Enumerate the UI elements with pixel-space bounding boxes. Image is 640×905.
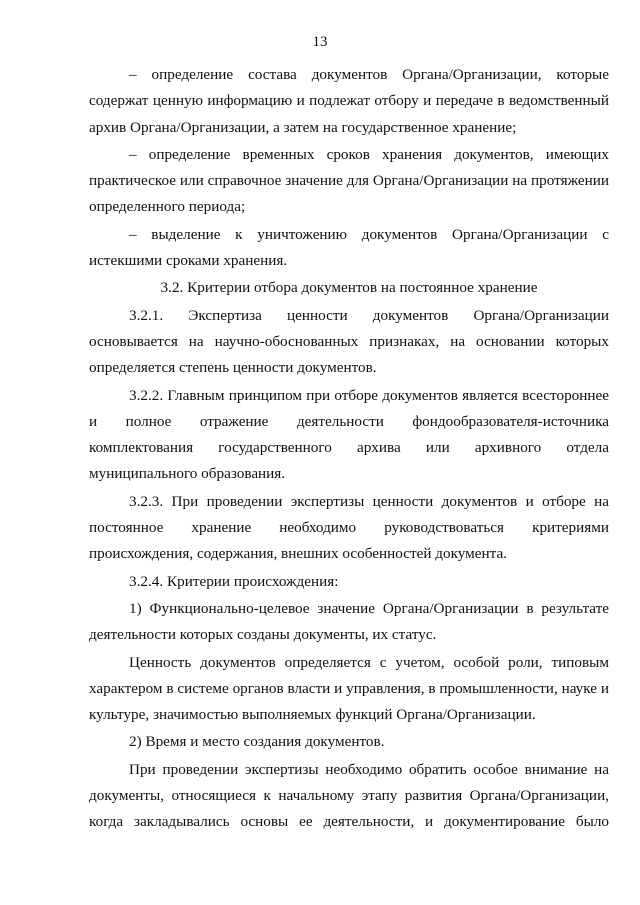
- paragraph-3-2-2: 3.2.2. Главным принципом при отборе документов является всестороннее и полное отражение деятельности фондообразователя-источника комплектования государственного архива или архивного отдела муниципального образования.: [89, 386, 609, 483]
- paragraph-criterion-2: 2) Время и место создания документов.: [129, 733, 385, 751]
- paragraph-3-2-4: 3.2.4. Критерии происхождения:: [129, 572, 339, 590]
- paragraph-list-item-2: – определение временных сроков хранения документов, имеющих практическое или справочное значение для Органа/Организации на протяжении определенного периода;: [89, 145, 609, 216]
- page-number: 13: [312, 34, 328, 50]
- paragraph-list-item-1: – определение состава документов Органа/Организации, которые содержат ценную информацию и подлежат отбору и передаче в ведомственный архив Органа/Организации, а затем на государственное хранение;: [89, 66, 609, 136]
- paragraph-value-definition: Ценность документов определяется с учетом, особой роли, типовым характером в системе органов власти и управления, в промышленности, науке и культуре, значимостью выполняемых функций Органа/Организации.: [89, 653, 609, 724]
- section-heading-3-2: 3.2. Критерии отбора документов на постоянное хранение: [160, 279, 538, 297]
- document-body: [89, 62, 609, 837]
- paragraph-criterion-1: 1) Функционально-целевое значение Органа/Организации в результате деятельности которых созданы документы, их статус.: [89, 599, 609, 644]
- paragraph-list-item-3: – выделение к уничтожению документов Органа/Организации с истекшими сроками хранения.: [89, 225, 609, 270]
- paragraph-3-2-1: 3.2.1. Экспертиза ценности документов Органа/Организации основывается на научно-обоснованных признаках, на основании которых определяется степень ценности документов.: [89, 306, 609, 377]
- paragraph-expertise-attention: При проведении экспертизы необходимо обратить особое внимание на документы, относящиеся к начальному этапу развития Органа/Организации, когда закладывались основы ее деятельности, и документирование было: [89, 760, 609, 831]
- paragraph-3-2-3: 3.2.3. При проведении экспертизы ценности документов и отборе на постоянное хранение необходимо руководствоваться критериями происхождения, содержания, внешних особенностей документа.: [89, 492, 609, 563]
